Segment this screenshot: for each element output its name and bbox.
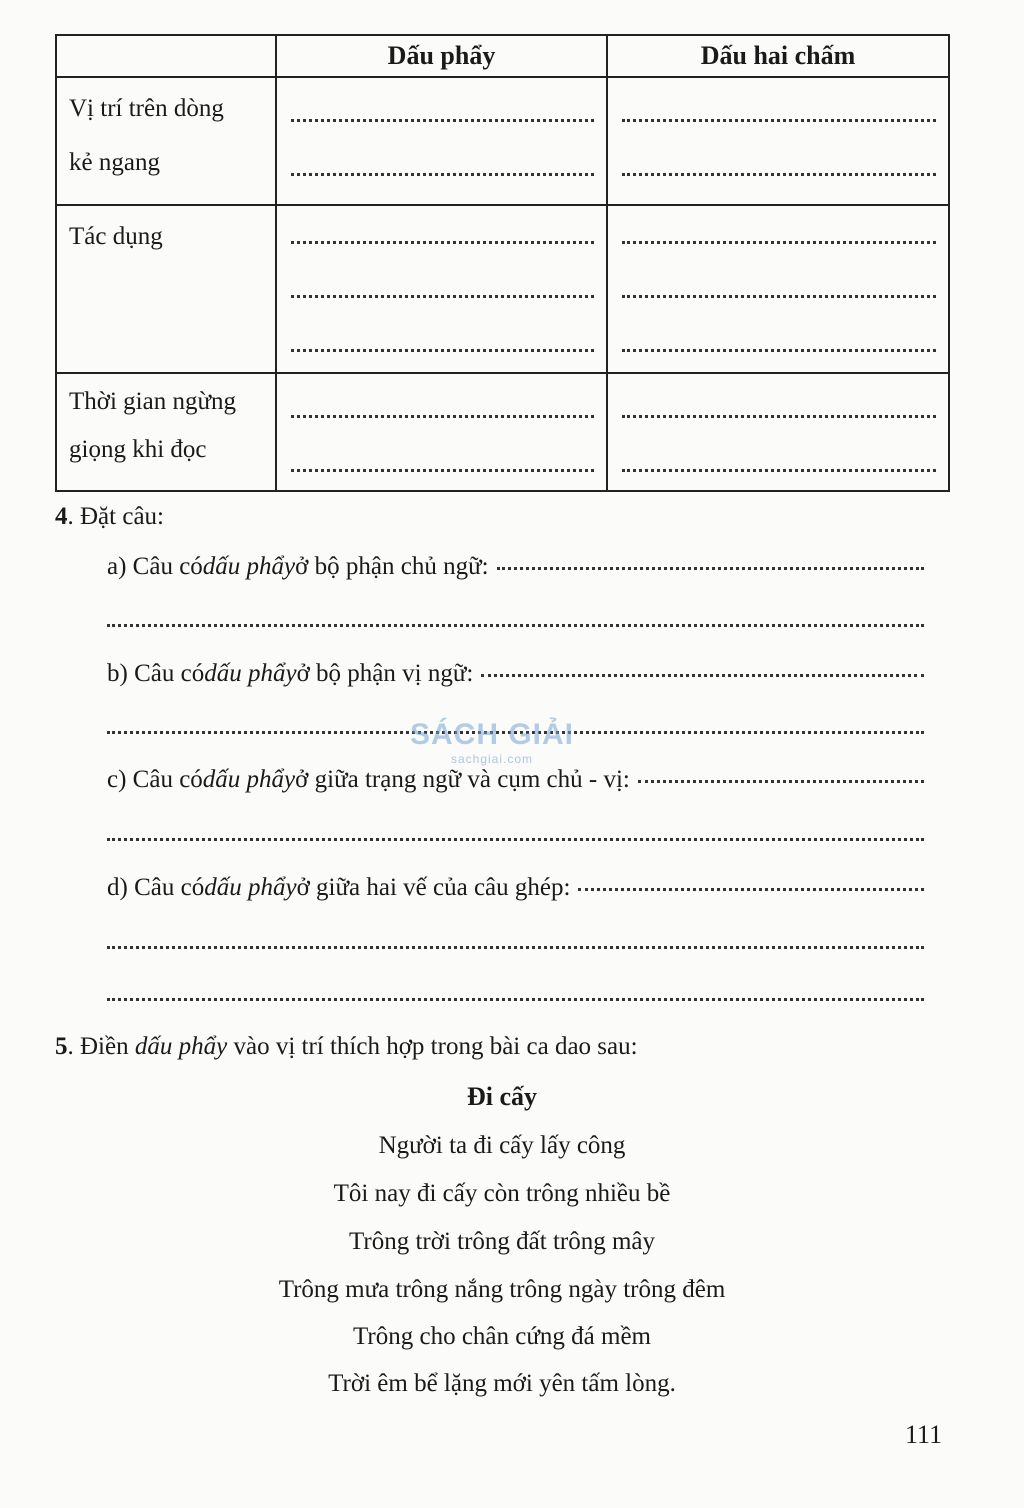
row-label-pause-time: Thời gian ngừng giọng khi đọc <box>56 373 276 491</box>
answer-line[interactable] <box>638 780 924 783</box>
question-5-title: 5. Điền dấu phẩy vào vị trí thích hợp trong bài ca dao sau: <box>55 1033 638 1060</box>
answer-line[interactable] <box>578 888 924 891</box>
poem-title: Đi cấy <box>466 1082 538 1111</box>
answer-cell[interactable] <box>607 77 949 205</box>
question-4b: b) Câu có dấu phẩy ở bộ phận vị ngữ: <box>107 660 924 688</box>
table-row <box>56 373 949 491</box>
poem-line: Trông mưa trông nắng trông ngày trông đêm <box>278 1276 726 1303</box>
question-4a: a) Câu có dấu phẩy ở bộ phận chủ ngữ: <box>107 553 924 581</box>
poem-line: Trông trời trông đất trông mây <box>348 1228 656 1255</box>
table-row <box>56 77 949 205</box>
table-row <box>56 205 949 373</box>
answer-line[interactable] <box>107 946 924 949</box>
row-label-position: Vị trí trên dòng kẻ ngang <box>56 77 276 205</box>
question-4d: d) Câu có dấu phẩy ở giữa hai vế của câu ghép: <box>107 874 924 902</box>
question-4-title: 4. Đặt câu: <box>55 503 164 530</box>
page-number: 111 <box>905 1420 943 1449</box>
col-header-comma: Dấu phẩy <box>276 35 607 77</box>
answer-cell[interactable] <box>276 77 607 205</box>
table-corner-cell <box>56 35 276 77</box>
watermark-logo: SÁCH GIẢI sachgiai.com <box>410 718 575 766</box>
poem-line: Trông cho chân cứng đá mềm <box>353 1323 651 1350</box>
poem-line: Người ta đi cấy lấy công <box>378 1132 626 1159</box>
comparison-table <box>55 34 950 492</box>
answer-line[interactable] <box>107 624 924 627</box>
poem-line: Trời êm bể lặng mới yên tấm lòng. <box>328 1370 676 1397</box>
question-4c: c) Câu có dấu phẩy ở giữa trạng ngữ và cụm chủ - vị: <box>107 766 924 794</box>
row-label-function: Tác dụng <box>56 205 276 373</box>
answer-line[interactable] <box>481 674 924 677</box>
answer-cell[interactable] <box>276 205 607 373</box>
poem-line: Tôi nay đi cấy còn trông nhiều bề <box>333 1180 671 1207</box>
answer-cell[interactable] <box>276 373 607 491</box>
answer-cell[interactable] <box>607 205 949 373</box>
answer-line[interactable] <box>107 838 924 841</box>
answer-line[interactable] <box>497 567 924 570</box>
table-header-row <box>56 35 949 77</box>
answer-line[interactable] <box>107 998 924 1001</box>
col-header-colon: Dấu hai chấm <box>607 35 949 77</box>
answer-cell[interactable] <box>607 373 949 491</box>
